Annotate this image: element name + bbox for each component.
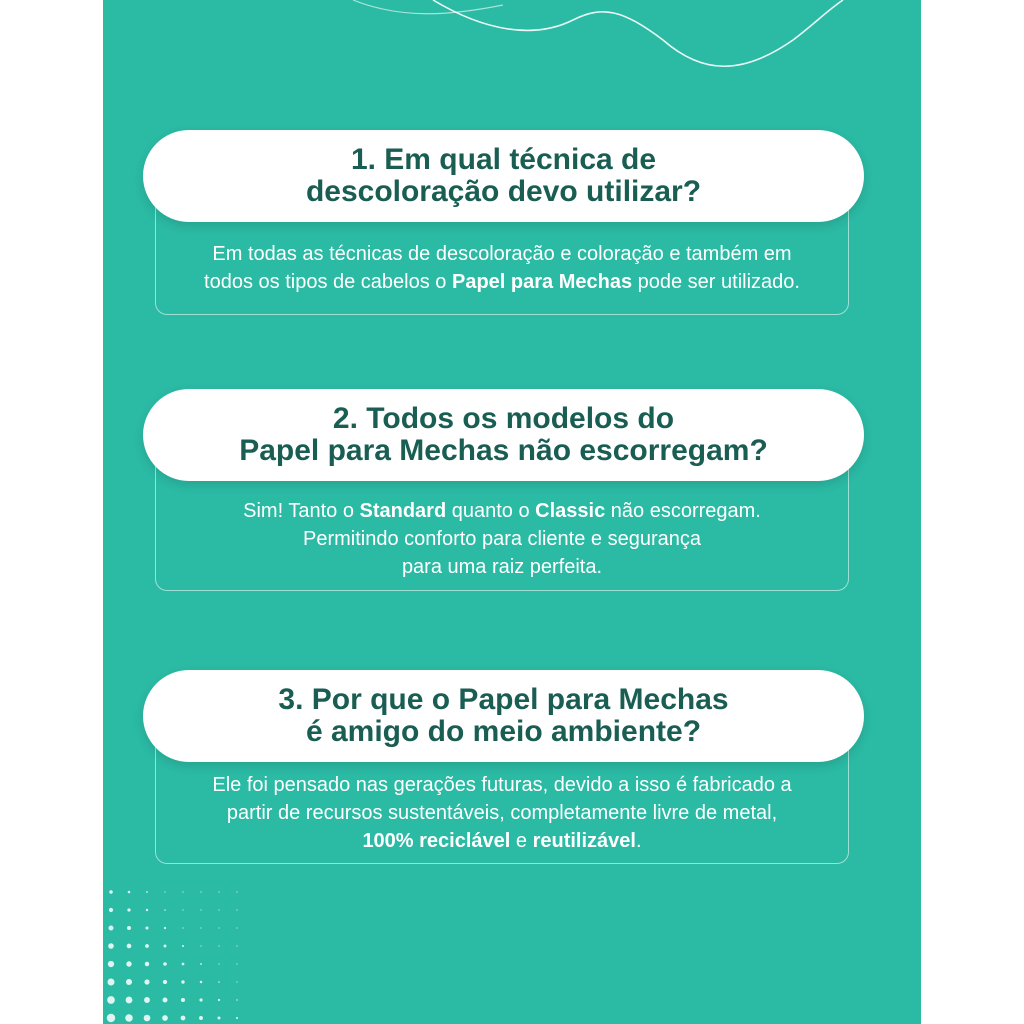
dot	[218, 1017, 221, 1020]
dot	[163, 962, 167, 966]
highlight-text: Standard	[359, 500, 447, 522]
dot	[163, 998, 168, 1003]
answer-line: Em todas as técnicas de descoloração e coloração e também em	[212, 243, 792, 265]
dot	[182, 927, 183, 928]
dot	[163, 980, 167, 984]
answer-text-1	[155, 240, 849, 296]
dot	[200, 963, 202, 965]
dot	[109, 908, 113, 912]
dot	[128, 891, 131, 894]
answer-line: Ele foi pensado nas gerações futuras, devido a isso é fabricado a	[212, 774, 792, 796]
question-pill-1	[143, 130, 864, 222]
dot	[125, 1014, 133, 1022]
answer-line: 100% reciclável e reutilizável.	[362, 830, 642, 852]
dot	[127, 908, 130, 911]
dot	[236, 999, 237, 1000]
dot	[146, 891, 148, 893]
dot	[145, 944, 149, 948]
dot	[182, 945, 184, 947]
dot	[200, 945, 201, 946]
dot	[200, 891, 201, 892]
dot	[199, 998, 202, 1001]
background-panel	[103, 0, 921, 1024]
dot	[145, 962, 150, 967]
dot	[236, 927, 237, 928]
dot	[200, 927, 201, 928]
dot	[182, 963, 185, 966]
dot	[182, 909, 183, 910]
dot	[200, 909, 201, 910]
dot	[107, 1014, 115, 1022]
dot	[126, 961, 131, 966]
dot	[218, 999, 220, 1001]
answer-line: Permitindo conforto para cliente e segurança	[302, 528, 701, 550]
answer-line: partir de recursos sustentáveis, completamente livre de metal,	[226, 802, 778, 824]
highlight-text: reutilizável	[532, 830, 636, 852]
dot	[144, 1015, 151, 1022]
dot	[181, 998, 185, 1002]
dot	[109, 890, 113, 894]
question-pill-2	[143, 389, 864, 481]
dot	[181, 980, 184, 983]
dot	[126, 979, 132, 985]
dot	[218, 981, 220, 983]
dot	[200, 981, 203, 984]
highlight-text: Papel para Mechas	[451, 271, 633, 293]
answer-line: para uma raiz perfeita.	[401, 556, 603, 578]
dot	[108, 979, 115, 986]
dot	[236, 981, 237, 982]
question-title-2: 2. Todos os modelos do Papel para Mechas não escorregam?	[239, 402, 768, 467]
answer-line: todos os tipos de cabelos o Papel para Mechas pode ser utilizado.	[204, 271, 800, 293]
answer-line: Sim! Tanto o Standard quanto o Classic não escorregam.	[243, 500, 761, 522]
dot	[144, 979, 149, 984]
dot	[164, 945, 167, 948]
decorative-dots	[103, 880, 273, 1024]
dot	[218, 945, 219, 946]
dot	[236, 945, 237, 946]
highlight-text: 100% reciclável	[362, 830, 511, 852]
dot	[182, 891, 183, 892]
question-title-3: 3. Por que o Papel para Mechas é amigo do meio ambiente?	[278, 683, 729, 748]
dot	[236, 1017, 238, 1019]
dot	[164, 927, 166, 929]
dot	[199, 1016, 203, 1020]
answer-text-3	[155, 771, 849, 855]
dot	[162, 1015, 168, 1021]
dot	[109, 926, 114, 931]
answer-text-2	[155, 497, 849, 581]
dot	[164, 909, 166, 911]
dot	[164, 891, 165, 892]
dot	[181, 1016, 186, 1021]
dot	[218, 891, 219, 892]
dot	[145, 926, 148, 929]
dot	[218, 909, 219, 910]
dot	[236, 963, 237, 964]
dot	[146, 909, 148, 911]
dot	[126, 997, 133, 1004]
dot	[107, 996, 115, 1004]
dot	[108, 961, 114, 967]
dot	[127, 944, 132, 949]
dot	[218, 963, 219, 964]
question-pill-3	[143, 670, 864, 762]
dot	[108, 943, 114, 949]
question-title-1: 1. Em qual técnica de descoloração devo utilizar?	[305, 143, 702, 208]
decorative-wave	[103, 0, 921, 140]
dot	[236, 909, 237, 910]
highlight-text: Classic	[535, 500, 606, 522]
dot	[236, 891, 237, 892]
dot	[218, 927, 219, 928]
dot	[144, 997, 150, 1003]
dot	[127, 926, 131, 930]
